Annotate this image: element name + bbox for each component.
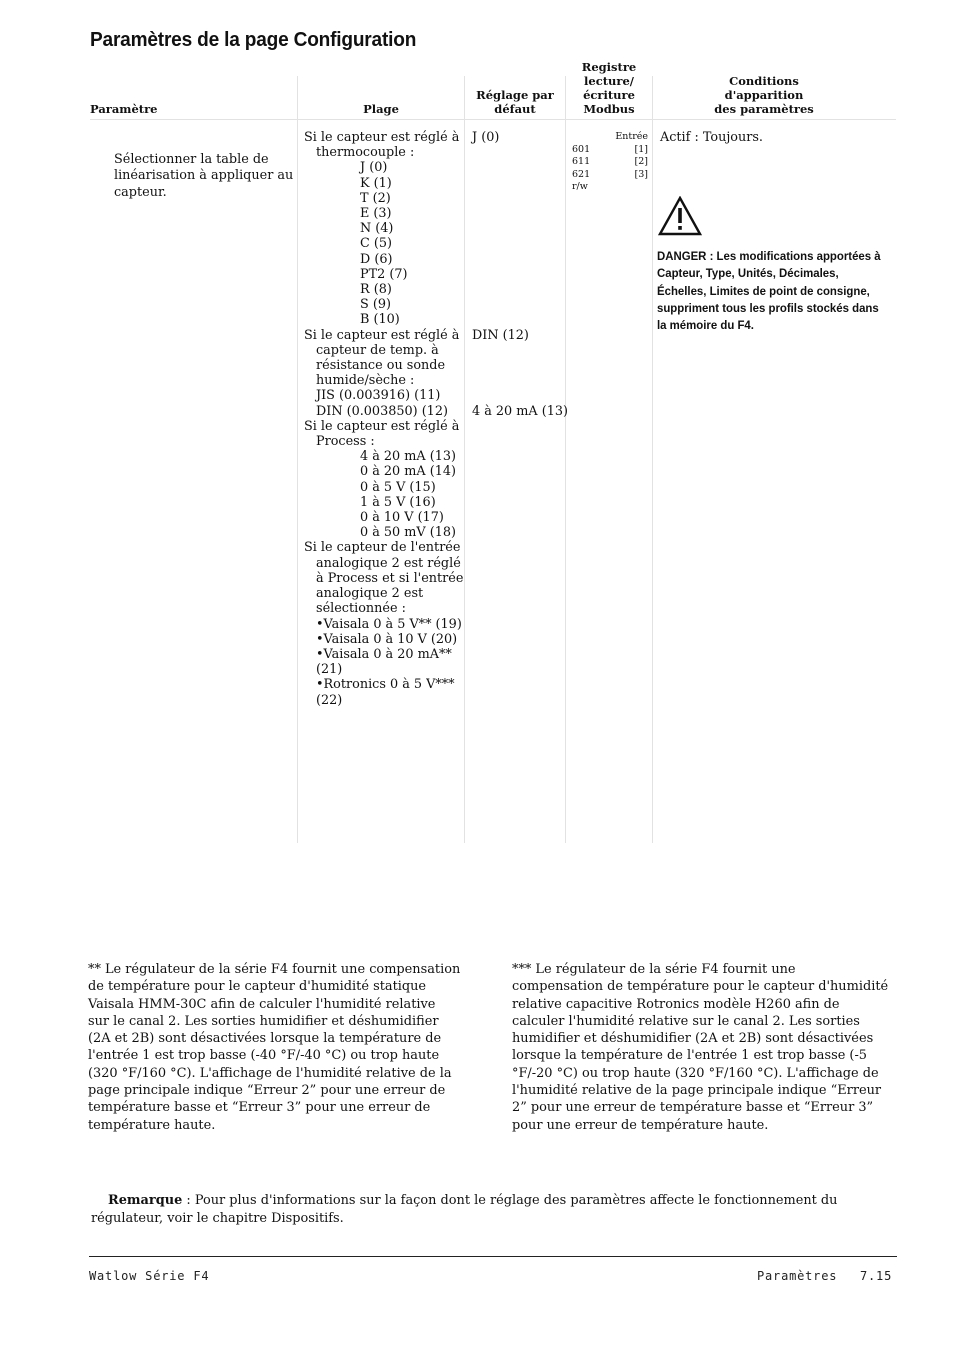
list-item: 0 à 20 mA (14): [360, 464, 456, 480]
list-item: •Vaisala 0 à 10 V (20): [316, 631, 458, 647]
list-item: 0 à 5 V (15): [360, 479, 436, 495]
list-item: T (2): [360, 190, 391, 206]
range-analog-intro: Si le capteur de l'entrée analogique 2 est réglé à Process et si l'entrée analogique 2 est sélectionnée :: [304, 540, 464, 617]
list-item: D (6): [360, 251, 393, 267]
modbus-row: 601 [1]: [572, 143, 648, 155]
footer-rule: [89, 1256, 897, 1257]
header-rule: [90, 119, 896, 120]
footnote-double-star: ** Le régulateur de la série F4 fournit une compensation de température pour le capteur d'humidité statique Vaisala HMM-30C afin de calculer l'humidité relative sur le canal 2. Les sorties humidifier et déshumidifier (2A et 2B) sont désactivées lorsque la température de l'entrée 1 est trop basse (-40 °F/-40 °C) ou trop haute (320 °F/160 °C). L'affichage de l'humidité relative de la page principale indique “Erreur 2” pour une erreur de température basse et “Erreur 3” pour une erreur de température haute.: [88, 962, 461, 1133]
header-range: Plage: [363, 102, 399, 116]
header-parameter: Paramètre: [90, 102, 158, 116]
remark-note: [91, 1192, 881, 1228]
range-rtd-intro: Si le capteur est réglé à capteur de temp. à résistance ou sonde humide/sèche :: [304, 327, 460, 389]
list-item: S (9): [360, 297, 391, 313]
grid-line: [565, 76, 566, 843]
range-analog-list: [304, 617, 466, 708]
range-thermo-list: [304, 160, 466, 327]
modbus-row: 611 [2]: [572, 156, 648, 167]
warning-triangle-icon: [658, 196, 702, 236]
list-item: •Rotronics 0 à 5 V***: [316, 677, 455, 693]
danger-warning: DANGER : Les modifications apportées à Capteur, Type, Unités, Décimales, Échelles, Limites de point de consigne, suppriment tous les profils stockés dans la mémoire du F4.: [657, 249, 881, 333]
remark-label: Remarque: [108, 1193, 183, 1208]
header-conditions: Conditions d'apparition des paramètres: [714, 74, 814, 116]
default-thermo: J (0): [472, 130, 500, 145]
list-item: 1 à 5 V (16): [360, 494, 436, 510]
header-default: Réglage par défaut: [476, 88, 554, 116]
range-process-intro: Si le capteur est réglé à Process :: [304, 418, 460, 450]
list-item: 0 à 50 mV (18): [360, 525, 456, 541]
modbus-entry-label: Entrée: [615, 131, 648, 142]
list-item: PT2 (7): [360, 266, 408, 282]
list-item: •Vaisala 0 à 5 V** (19): [316, 616, 462, 632]
list-item: DIN (0.003850) (12): [316, 403, 448, 419]
footer-page-number: 7.15: [860, 1269, 893, 1283]
range-thermo-intro: Si le capteur est réglé à thermocouple :: [304, 130, 460, 161]
footnote-triple-star: *** Le régulateur de la série F4 fournit une compensation de température pour le capteur d'humidité relative capacitive Rotronics modèle H260 afin de calculer l'humidité relative sur le canal 2. Les sorties humidifier et déshumidifier (2A et 2B) sont désactivées lorsque la température de l'entrée 1 est trop basse (-5 °F/-20 °C) ou trop haute (320 °F/160 °C). L'affichage de l'humidité relative de la page principale indique “Erreur 2” pour une erreur de température basse et “Erreur 3” pour une erreur de température haute.: [512, 962, 889, 1133]
modbus-registers: [572, 131, 648, 194]
list-item: 4 à 20 mA (13): [360, 449, 456, 465]
list-item: R (8): [360, 282, 392, 298]
list-item: K (1): [360, 175, 392, 191]
list-item: 0 à 10 V (17): [360, 510, 444, 526]
list-item: B (10): [360, 312, 400, 328]
range-process-list: [304, 449, 466, 540]
default-rtd: DIN (12): [472, 328, 529, 343]
list-item: J (0): [360, 160, 388, 176]
list-item: (22): [316, 692, 343, 708]
list-item: N (4): [360, 221, 394, 237]
header-register: Registre lecture/ écriture Modbus: [581, 60, 637, 116]
footer-publication: Watlow Série F4: [89, 1269, 210, 1283]
range-rtd-list: [304, 388, 466, 418]
range-column: [304, 130, 466, 708]
footer-section: Paramètres: [757, 1269, 838, 1283]
list-item: C (5): [360, 236, 392, 252]
remark-text: : Pour plus d'informations sur la façon dont le réglage des paramètres affecte le fonctionnement du régulateur, voir le chapitre Dispositifs.: [91, 1193, 838, 1226]
modbus-row: 621 [3]: [572, 168, 648, 180]
page-title: Paramètres de la page Configuration: [90, 28, 417, 51]
grid-line: [652, 76, 653, 843]
list-item: •Vaisala 0 à 20 mA**: [316, 646, 452, 662]
list-item: (21): [316, 662, 343, 678]
condition-active: Actif : Toujours.: [660, 130, 763, 145]
modbus-access: r/w: [572, 181, 588, 192]
grid-line: [297, 76, 298, 843]
parameter-description: Sélectionner la table de linéarisation à appliquer au capteur.: [114, 152, 294, 200]
list-item: E (3): [360, 206, 392, 222]
list-item: JIS (0.003916) (11): [316, 388, 441, 404]
default-process: 4 à 20 mA (13): [472, 404, 568, 419]
